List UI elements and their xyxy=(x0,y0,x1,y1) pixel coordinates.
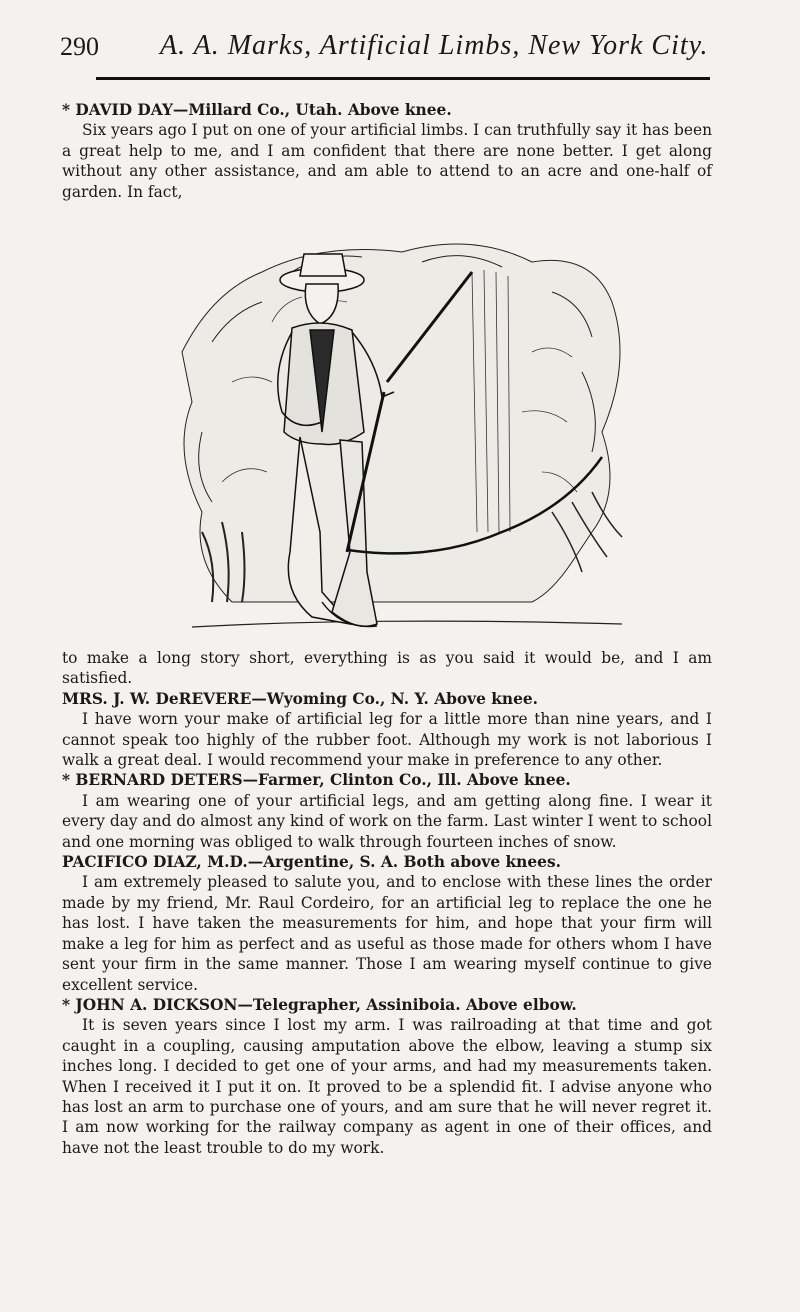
testimonial-body: I am wearing one of your artificial legs, and am getting along fine. I wear it every day and do almost any kind of work on the farm. Last winter I went to school and one morning was obliged to walk through fourteen inches of snow. xyxy=(62,791,712,851)
continuation-text: to make a long story short, everything is as you said it would be, and I am satisfied. xyxy=(62,649,712,688)
testimonial-body: It is seven years since I lost my arm. I was railroading at that time and got caught in a coupling, causing amputation above the elbow, leaving a stump six inches long. I decided to get one of your arms, and had my measurements taken. When I received it I put it on. It proved to be a splendid fit. I advise anyone who has lost an arm to purchase one of yours, and am sure that he will never regret it. I am now working for the railway company as agent in one of their offices, and have not the least trouble to do my work. xyxy=(62,1016,712,1157)
testimonial-heading: * DAVID DAY—Millard Co., Utah. Above knee. xyxy=(62,101,452,119)
foliage-background xyxy=(182,244,622,602)
page-header xyxy=(60,28,720,76)
running-title: A. A. Marks, Artificial Limbs, New York City. xyxy=(160,30,709,61)
page-number: 290 xyxy=(60,32,99,61)
testimonial-heading: * JOHN A. DICKSON—Telegrapher, Assiniboia. Above elbow. xyxy=(62,995,577,1014)
testimonial-heading: PACIFICO DIAZ, M.D.—Argentine, S. A. Both above knees. xyxy=(62,853,561,872)
ground xyxy=(192,621,622,627)
engraving-man-with-scythe xyxy=(172,232,642,642)
testimonial-day xyxy=(62,100,712,202)
testimonial-body: Six years ago I put on one of your artificial limbs. I can truthfully say it has been a great help to me, and I am confident that there are none better. I get along without any other assistance, and am able to attend to an acre and one-half of garden. In fact, xyxy=(62,121,712,201)
testimonials-continued xyxy=(62,648,712,1158)
testimonial-heading: * BERNARD DETERS—Farmer, Clinton Co., Ill. Above knee. xyxy=(62,771,571,790)
testimonial-heading: MRS. J. W. DeREVERE—Wyoming Co., N. Y. Above knee. xyxy=(62,689,539,708)
testimonial-body: I have worn your make of artificial leg for a little more than nine years, and I cannot speak too highly of the rubber foot. Although my work is not laborious I walk a great deal. I would recommend your make in preference to any other. xyxy=(62,710,712,770)
testimonial-body: I am extremely pleased to salute you, and to enclose with these lines the order made by my friend, Mr. Raul Cordeiro, for an artificial leg to replace the one he has lost. I have taken the measurements for him, and hope that your firm will make a leg for him as perfect and as useful as those made for others whom I have sent your firm in the same manner. Those I am wearing myself continue to give excellent service. xyxy=(62,873,712,994)
header-rule xyxy=(96,77,710,80)
